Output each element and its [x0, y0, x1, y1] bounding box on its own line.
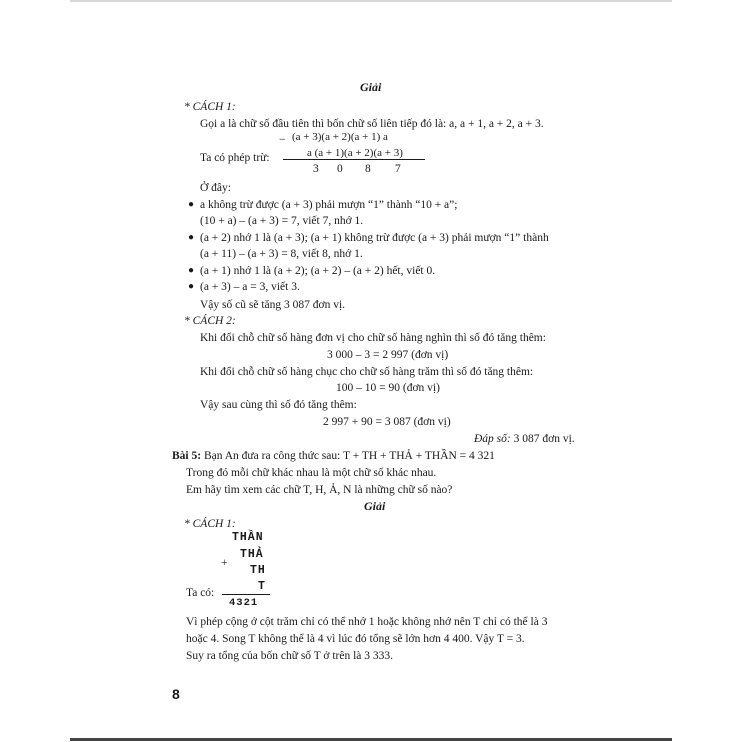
text-line: Em hãy tìm xem các chữ T, H, Ả, N là những chữ số nào? [186, 484, 453, 496]
text-line: Khi đổi chỗ chữ số hàng chục cho chữ số hàng trăm thì số đó tăng thêm: [200, 366, 534, 378]
result-digit: 0 [337, 163, 343, 175]
text-line: Vì phép cộng ở cột trăm chỉ có thể nhớ 1 hoặc không nhớ nên T chỉ có thể là 3 [186, 616, 548, 628]
method-1-label: * CÁCH 1: [184, 518, 236, 530]
bullet-text: (a + 1) nhớ 1 là (a + 2); (a + 2) – (a + 2) hết, viết 0. [200, 265, 436, 277]
bullet-text: (a + 2) nhớ 1 là (a + 3); (a + 1) không trừ được (a + 3) phải mượn “1” thành [200, 232, 549, 244]
addition-rule [222, 594, 270, 595]
text-line: hoặc 4. Song T không thể là 4 vì lúc đó tổng sẽ lớn hơn 4 400. Vậy T = 3. [186, 633, 525, 645]
subtraction-row-1: (a + 3)(a + 2)(a + 1) a [292, 131, 388, 143]
text-line: Ở đây: [200, 182, 231, 194]
bullet-continuation: (10 + a) – (a + 3) = 7, viết 7, nhớ 1. [200, 215, 364, 227]
subtraction-row-2: a (a + 1)(a + 2)(a + 3) [307, 147, 403, 159]
top-rule [70, 0, 672, 2]
equation: 2 997 + 90 = 3 087 (đơn vị) [323, 416, 451, 428]
bullet-icon: ● [188, 199, 195, 210]
plus-sign: + [221, 557, 228, 569]
text-line: Trong đó mỗi chữ khác nhau là một chữ số khác nhau. [186, 467, 437, 479]
page-number: 8 [172, 686, 180, 702]
addend-row: THẢ [240, 548, 264, 561]
answer-line [474, 432, 575, 446]
answer-label: Đáp số: [474, 433, 511, 445]
text-line: Vậy số cũ sẽ tăng 3 087 đơn vị. [200, 299, 346, 311]
result-digit: 7 [395, 163, 401, 175]
bullet-continuation: (a + 11) – (a + 3) = 8, viết 8, nhớ 1. [200, 248, 363, 260]
addition-total: 4321 [229, 597, 259, 609]
answer-value: 3 087 đơn vị. [513, 433, 575, 445]
method-2-label: * CÁCH 2: [184, 315, 236, 327]
bullet-text: a không trừ được (a + 3) phải mượn “1” thành “10 + a”; [200, 199, 458, 211]
bullet-text: (a + 3) – a = 3, viết 3. [200, 281, 300, 293]
equation: 100 – 10 = 90 (đơn vị) [336, 382, 440, 394]
addend-row: THẦN [232, 531, 264, 544]
bottom-rule [70, 738, 672, 741]
text-line: Suy ra tổng của bốn chữ số T ở trên là 3 333. [186, 650, 394, 662]
addend-row: T [258, 580, 266, 593]
text-line: Vậy sau cùng thì số đó tăng thêm: [200, 399, 357, 411]
minus-sign: − [279, 134, 286, 146]
addition-label: Ta có: [186, 587, 215, 599]
equation: 3 000 – 3 = 2 997 (đơn vị) [327, 349, 449, 361]
exercise-5 [172, 449, 495, 463]
text-line: Gọi a là chữ số đầu tiên thì bốn chữ số liên tiếp đó là: a, a + 1, a + 2, a + 3. [200, 118, 544, 130]
text-line: Khi đổi chỗ chữ số hàng đơn vị cho chữ số hàng nghìn thì số đó tăng thêm: [200, 332, 546, 344]
result-digit: 8 [365, 163, 371, 175]
bullet-icon: ● [188, 281, 195, 292]
exercise-text: Bạn An đưa ra công thức sau: T + TH + THẢ + THẦN = 4 321 [203, 450, 495, 462]
solution-heading: Giải [364, 499, 386, 513]
bullet-icon: ● [188, 265, 195, 276]
exercise-label: Bài 5: [172, 450, 202, 462]
subtraction-label: Ta có phép trừ: [200, 152, 270, 164]
addend-row: TH [250, 564, 266, 577]
subtraction-rule [283, 159, 425, 160]
result-digit: 3 [313, 163, 319, 175]
solution-heading: Giải [360, 80, 382, 94]
bullet-icon: ● [188, 232, 195, 243]
method-1-label: * CÁCH 1: [184, 101, 236, 113]
